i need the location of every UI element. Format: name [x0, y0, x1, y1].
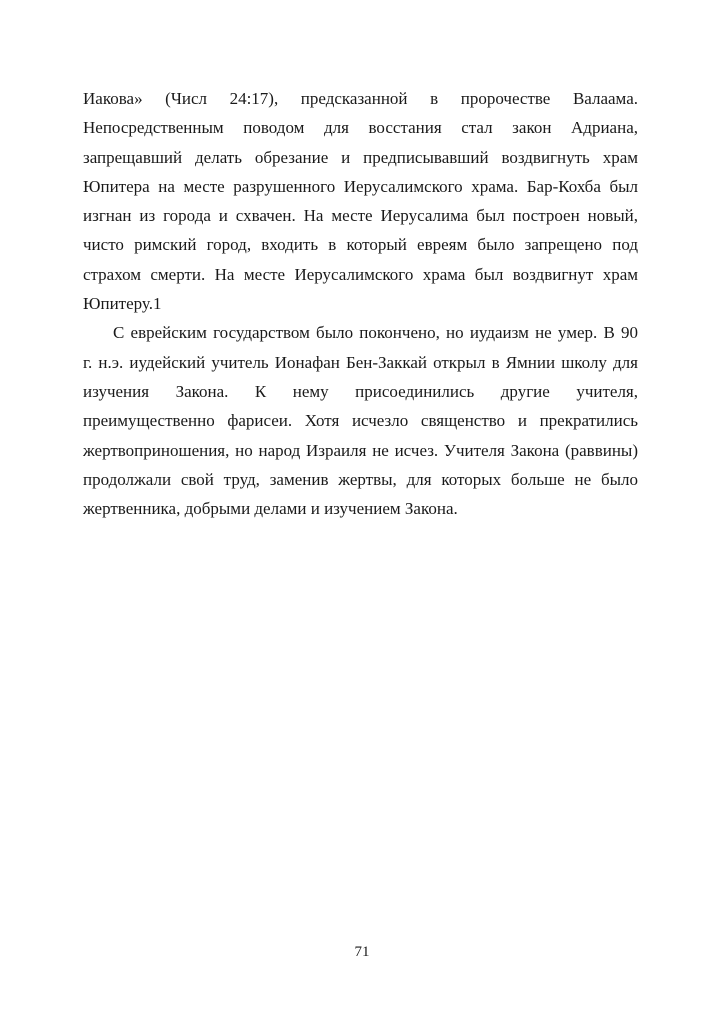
text-line: г. н.э. иудейский учитель Ионафан Бен-Заккай открыл в Ямнии школу для	[83, 352, 638, 372]
text-line: преимущественно фарисеи. Хотя исчезло священство и прекратились	[83, 411, 638, 431]
text-line: Непосредственным поводом для восстания стал закон Адриана,	[83, 118, 638, 138]
text-line: Иакова» (Числ 24:17), предсказанной в пророчестве Валаама.	[83, 89, 638, 108]
paragraph-1	[83, 84, 638, 318]
text-line: изучения Закона. К нему присоединились другие учителя,	[83, 381, 638, 401]
text-line: чисто римский город, входить в который евреям было запрещено под	[83, 235, 638, 255]
text-line: жертвоприношения, но народ Израиля не исчез. Учителя Закона (раввины)	[83, 440, 638, 460]
paragraph-2	[83, 318, 638, 523]
text-line: Юпитера на месте разрушенного Иерусалимского храма. Бар-Кохба был	[83, 176, 638, 196]
text-line: запрещавший делать обрезание и предписывавший воздвигнуть храм	[83, 147, 638, 167]
text-line: С еврейским государством было покончено, но иудаизм не умер. В 90	[113, 323, 638, 343]
page-number: 71	[354, 944, 370, 960]
text-line: изгнан из города и схвачен. На месте Иерусалима был построен новый,	[83, 206, 638, 226]
body-text	[83, 84, 638, 523]
text-line: продолжали свой труд, заменив жертвы, для которых больше не было	[83, 469, 638, 489]
text-line: жертвенника, добрыми делами и изучением Закона.	[83, 499, 458, 519]
text-line: страхом смерти. На месте Иерусалимского храма был воздвигнут храм	[83, 264, 638, 284]
text-line: Юпитеру.1	[83, 294, 162, 314]
